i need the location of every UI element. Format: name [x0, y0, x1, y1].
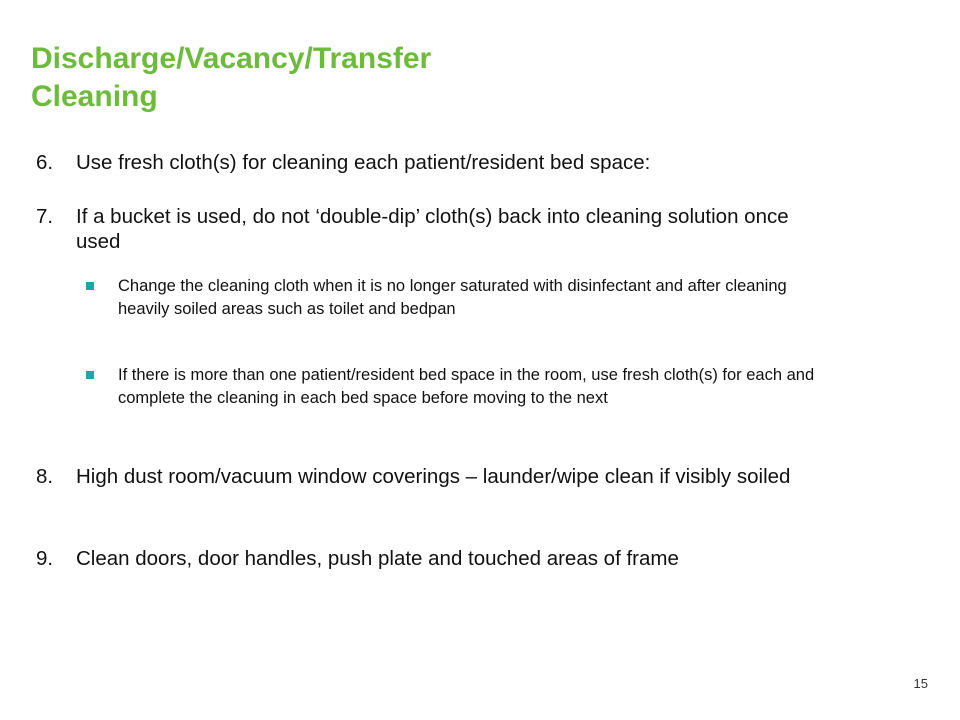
slide-title-line-2: Cleaning: [31, 80, 158, 113]
slide-title: [31, 40, 911, 116]
list-item-text: If a bucket is used, do not ‘double-dip’ cloth(s) back into cleaning solution once used: [76, 205, 789, 253]
list-item-number: 8.: [36, 465, 54, 488]
list-item-7: [36, 204, 836, 254]
list-item-text: Use fresh cloth(s) for cleaning each patient/resident bed space:: [76, 151, 651, 174]
list-item-number: 6.: [36, 151, 54, 174]
list-item-number: 7.: [36, 205, 54, 228]
square-bullet-icon: [86, 371, 94, 379]
sub-list-item-text: Change the cleaning cloth when it is no longer saturated with disinfectant and after cleaning heavily soiled areas such as toilet and bedpan: [118, 277, 787, 318]
list-item-text: Clean doors, door handles, push plate and touched areas of frame: [76, 547, 679, 570]
square-bullet-icon: [86, 282, 94, 290]
sub-list-item: [86, 364, 816, 409]
list-item-8: [36, 464, 836, 489]
list-item-9: [36, 546, 836, 571]
list-item-6: [36, 150, 836, 175]
list-item-number: 9.: [36, 547, 54, 570]
page-number: 15: [913, 676, 928, 691]
sub-list-item: [86, 275, 816, 320]
slide-title-line-1: Discharge/Vacancy/Transfer: [31, 42, 432, 75]
list-item-text: High dust room/vacuum window coverings – launder/wipe clean if visibly soiled: [76, 465, 791, 488]
sub-list-item-text: If there is more than one patient/resident bed space in the room, use fresh cloth(s) for each and complete the cleaning in each bed space before moving to the next: [118, 366, 815, 407]
